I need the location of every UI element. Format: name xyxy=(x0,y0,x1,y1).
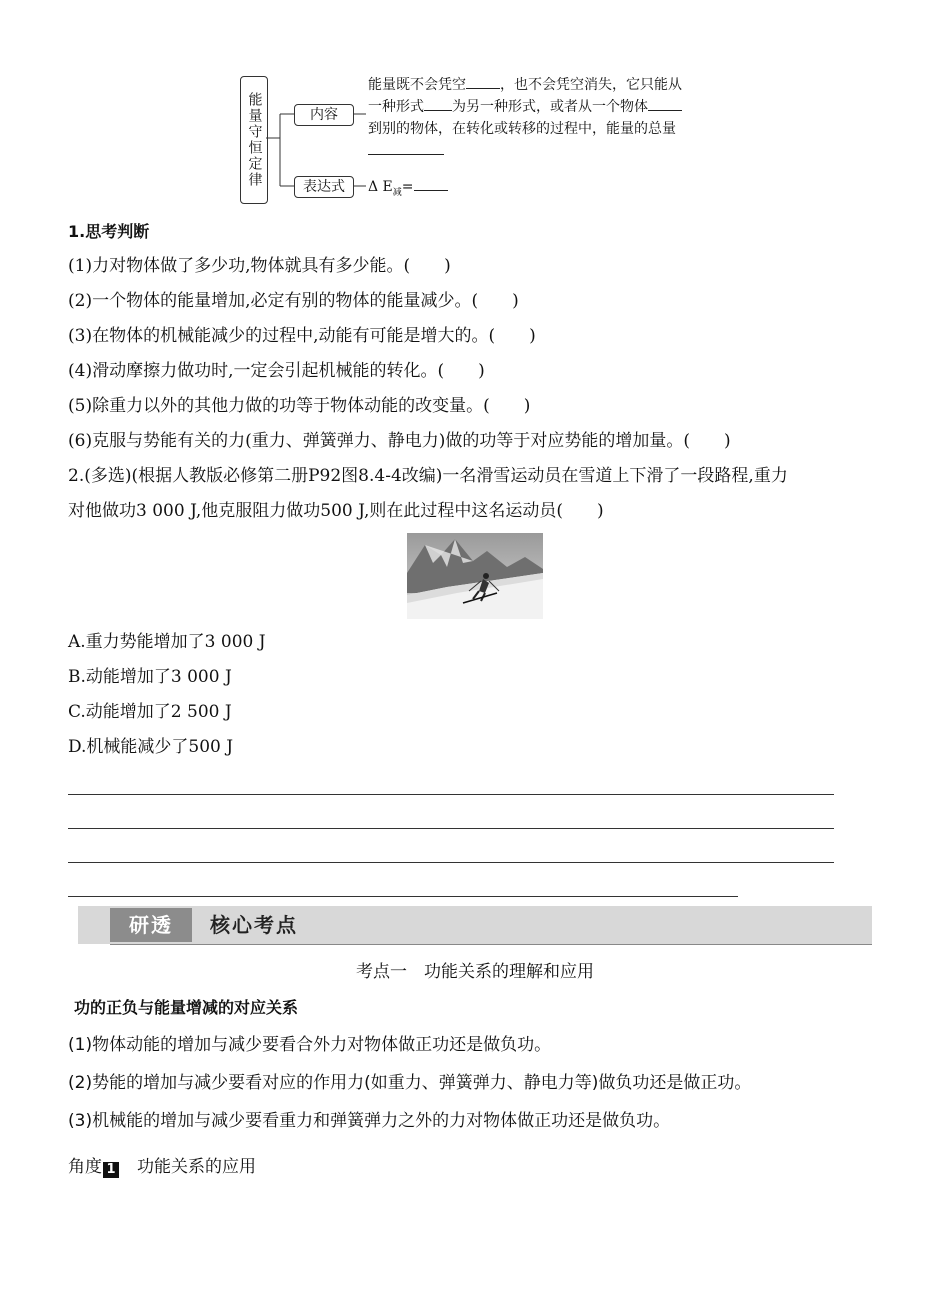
answer-line-4 xyxy=(68,896,738,897)
kaodian-subtitle: 功的正负与能量增减的对应关系 xyxy=(74,998,299,1017)
section1-heading: 1.思考判断 xyxy=(68,222,150,241)
option-a: A.重力势能增加了3 000 J xyxy=(68,632,266,652)
concept-root xyxy=(240,76,268,204)
banner-tag: 研透 xyxy=(110,908,192,942)
banner-underline xyxy=(110,944,872,945)
banner-title: 核心考点 xyxy=(210,913,298,937)
option-d: D.机械能减少了500 J xyxy=(68,737,234,757)
section-banner xyxy=(78,906,872,944)
judge-item-4: (4)滑动摩擦力做功时,一定会引起机械能的转化。( ) xyxy=(68,361,485,381)
concept-branch-expression: 表达式 xyxy=(294,176,354,198)
kaodian-title: 考点一 功能关系的理解和应用 xyxy=(356,962,594,982)
angle-number-badge: 1 xyxy=(103,1162,119,1178)
concept-root-label: 能量守恒定律 xyxy=(246,92,263,188)
concept-content-text: 能量既不会凭空 ，也不会凭空消失，它只能从 一种形式 为另一种形式，或者从一个物体 到别的物体，在转化或转移的过程中，能量的总量 xyxy=(368,74,682,162)
judge-item-1: (1)力对物体做了多少功,物体就具有多少能。( ) xyxy=(68,256,451,276)
answer-line-1 xyxy=(68,794,834,795)
kaodian-point-3: (3)机械能的增加与减少要看重力和弹簧弹力之外的力对物体做正功还是做负功。 xyxy=(68,1111,671,1131)
question2-line2: 对他做功3 000 J,他克服阻力做功500 J,则在此过程中这名运动员( ) xyxy=(68,501,604,521)
option-c: C.动能增加了2 500 J xyxy=(68,702,232,722)
concept-expression: Δ $E_减=$ xyxy=(368,176,448,204)
kaodian-point-2: (2)势能的增加与减少要看对应的作用力(如重力、弹簧弹力、静电力等)做负功还是做正功。 xyxy=(68,1073,752,1093)
answer-line-3 xyxy=(68,862,834,863)
angle-title: 功能关系的应用 xyxy=(137,1157,256,1177)
skier-photo xyxy=(407,533,543,619)
judge-item-3: (3)在物体的机械能减少的过程中,动能有可能是增大的。( ) xyxy=(68,326,536,346)
option-b: B.动能增加了3 000 J xyxy=(68,667,232,687)
angle-heading xyxy=(68,1155,256,1179)
judge-item-6: (6)克服与势能有关的力(重力、弹簧弹力、静电力)做的功等于对应势能的增加量。( ) xyxy=(68,431,731,451)
answer-line-2 xyxy=(68,828,834,829)
concept-branch-content: 内容 xyxy=(294,104,354,126)
angle-prefix: 角度 xyxy=(68,1157,102,1177)
question2-line1: 2.(多选)(根据人教版必修第二册P92图8.4-4改编)一名滑雪运动员在雪道上下滑了一段路程,重力 xyxy=(68,466,788,486)
judge-item-2: (2)一个物体的能量增加,必定有别的物体的能量减少。( ) xyxy=(68,291,519,311)
judge-item-5: (5)除重力以外的其他力做的功等于物体动能的改变量。( ) xyxy=(68,396,531,416)
kaodian-point-1: (1)物体动能的增加与减少要看合外力对物体做正功还是做负功。 xyxy=(68,1035,552,1055)
